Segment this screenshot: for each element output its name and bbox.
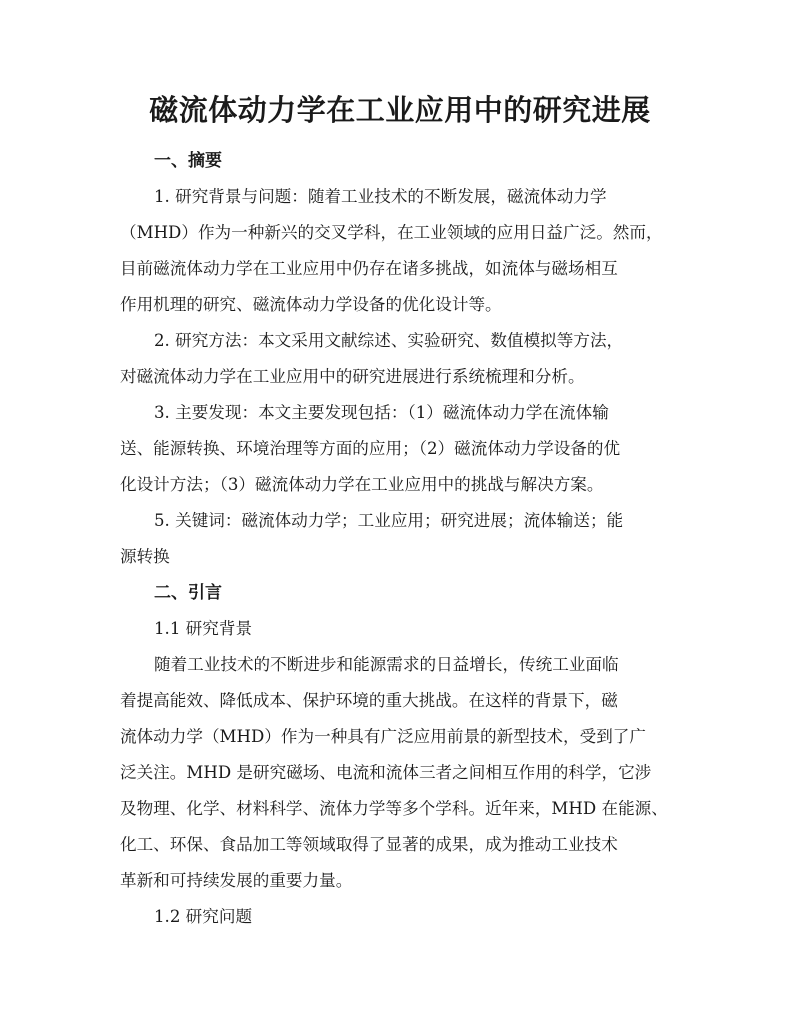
abstract-item-findings <box>120 395 680 503</box>
document-title: 磁流体动力学在工业应用中的研究进展 <box>149 93 651 127</box>
text-line: 作用机理的研究、磁流体动力学设备的优化设计等。 <box>120 295 502 314</box>
document-body <box>120 143 680 935</box>
text-line: 源转换 <box>120 547 170 566</box>
text-line: 目前磁流体动力学在工业应用中仍存在诸多挑战，如流体与磁场相互 <box>120 259 618 278</box>
subsection-heading-research-question: 1.2 研究问题 <box>154 907 253 926</box>
text-line: 泛关注。MHD 是研究磁场、电流和流体三者之间相互作用的科学，它涉 <box>120 763 652 782</box>
text-line: 随着工业技术的不断进步和能源需求的日益增长，传统工业面临 <box>154 655 619 674</box>
text-line: 2. 研究方法：本文采用文献综述、实验研究、数值模拟等方法， <box>154 331 624 350</box>
abstract-item-method <box>120 323 680 395</box>
text-line: 及物理、化学、材料科学、流体力学等多个学科。近年来，MHD 在能源、 <box>120 799 668 818</box>
text-line: 3. 主要发现：本文主要发现包括：（1）磁流体动力学在流体输 <box>154 403 609 422</box>
subsection-heading-background: 1.1 研究背景 <box>154 619 253 638</box>
abstract-item-keywords <box>120 503 680 575</box>
text-line: 对磁流体动力学在工业应用中的研究进展进行系统梳理和分析。 <box>120 367 585 386</box>
section-heading-introduction: 二、引言 <box>154 583 222 603</box>
text-line: 1. 研究背景与问题：随着工业技术的不断发展，磁流体动力学 <box>154 187 607 206</box>
text-line: 着提高能效、降低成本、保护环境的重大挑战。在这样的背景下，磁 <box>120 691 618 710</box>
text-line: 化设计方法；（3）磁流体动力学在工业应用中的挑战与解决方案。 <box>120 475 604 494</box>
text-line: 化工、环保、食品加工等领域取得了显著的成果，成为推动工业技术 <box>120 835 618 854</box>
text-line: 流体动力学（MHD）作为一种具有广泛应用前景的新型技术，受到了广 <box>120 727 646 746</box>
text-line: 5. 关键词：磁流体动力学；工业应用；研究进展；流体输送；能 <box>154 511 624 530</box>
text-line: 革新和可持续发展的重要力量。 <box>120 871 353 890</box>
section-heading-abstract: 一、摘要 <box>154 151 222 171</box>
abstract-item-background <box>120 179 680 323</box>
text-line: （MHD）作为一种新兴的交叉学科，在工业领域的应用日益广泛。然而， <box>120 223 663 242</box>
text-line: 送、能源转换、环境治理等方面的应用；（2）磁流体动力学设备的优 <box>120 439 621 458</box>
background-paragraph <box>120 647 680 899</box>
